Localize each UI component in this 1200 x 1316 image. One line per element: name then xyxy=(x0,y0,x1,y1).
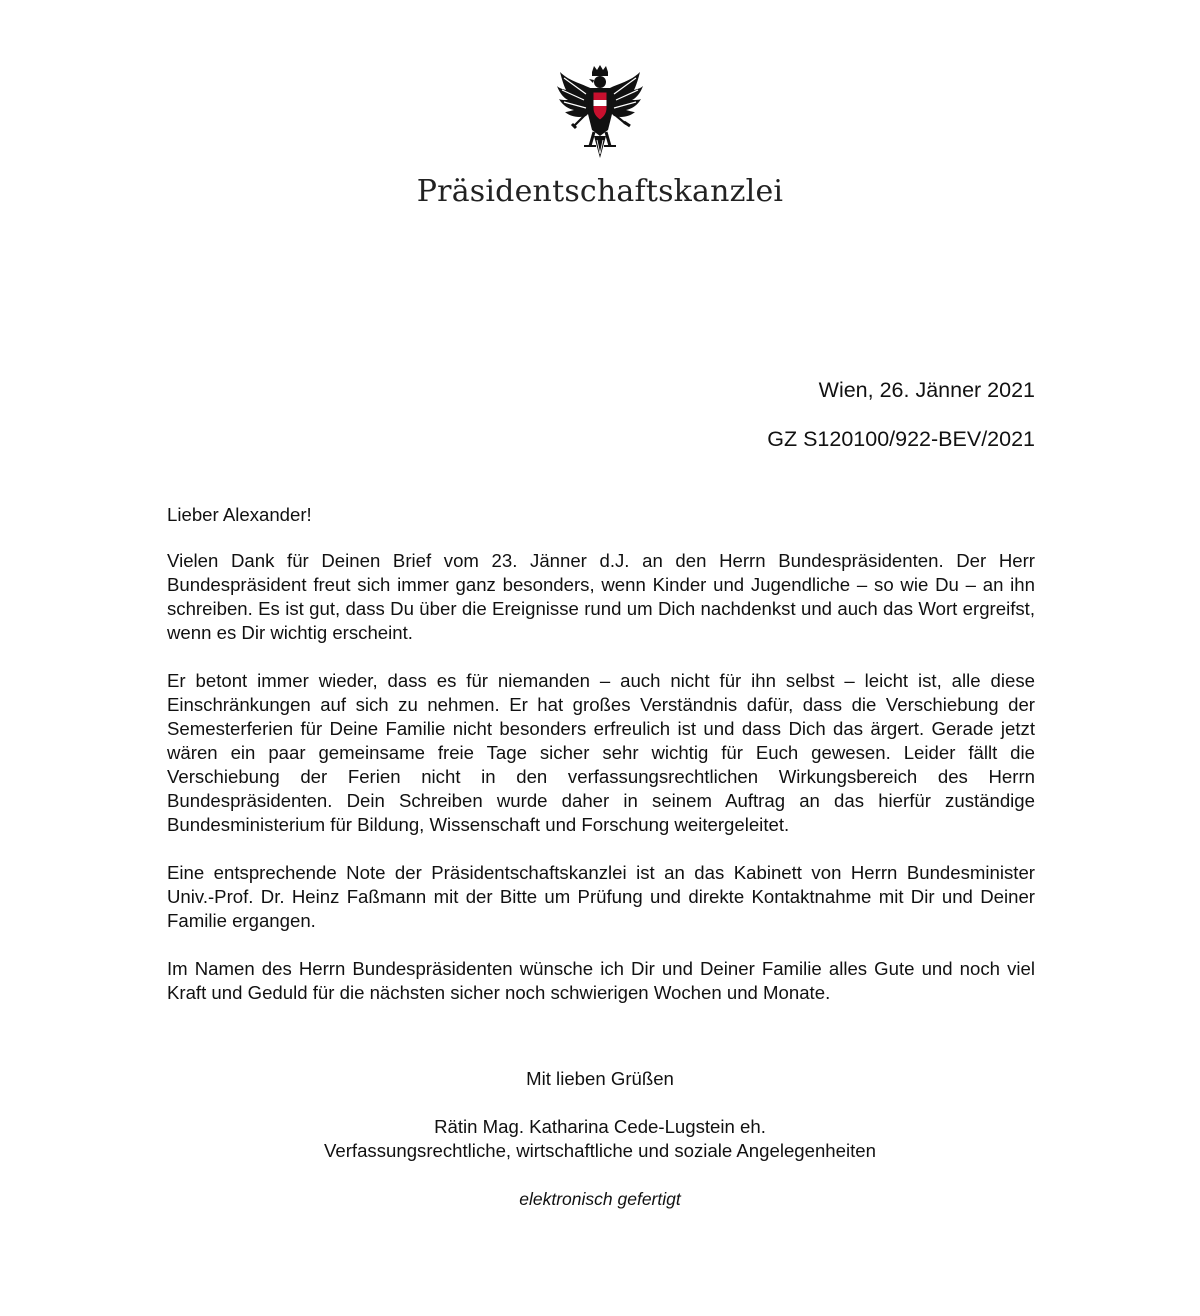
signer-department: Verfassungsrechtliche, wirtschaftliche und soziale Angelegenheiten xyxy=(324,1140,876,1161)
salutation: Lieber Alexander! xyxy=(167,504,312,525)
paragraph-1: Vielen Dank für Deinen Brief vom 23. Jänner d.J. an den Herrn Bundespräsidenten. Der Herr Bundespräsident freut sich immer ganz besonders, wenn Kinder und Jugendliche – so wie Du – an ihn schreiben. Es ist gut, dass Du über die Ereignisse rund um Dich nachdenkst und auch das Wort ergreifst, wenn es Dir wichtig erscheint. xyxy=(167,550,1035,643)
paragraph-3: Eine entsprechende Note der Präsidentschaftskanzlei ist an das Kabinett von Herrn Bundesminister Univ.-Prof. Dr. Heinz Faßmann mit der Bitte um Prüfung und direkte Kontaktnahme mit Dir und Deiner Familie ergangen. xyxy=(167,862,1035,931)
paragraph-4: Im Namen des Herrn Bundespräsidenten wünsche ich Dir und Deiner Familie alles Gute und noch viel Kraft und Geduld für die nächsten sicher noch schwierigen Wochen und Monate. xyxy=(167,958,1035,1003)
signature-note: elektronisch gefertigt xyxy=(519,1189,681,1209)
letter-body xyxy=(167,503,1035,1029)
closing-greeting: Mit lieben Grüßen xyxy=(526,1068,674,1089)
reference-number: GZ S120100/922-BEV/2021 xyxy=(767,427,1035,451)
signer-name: Rätin Mag. Katharina Cede-Lugstein eh. xyxy=(434,1116,766,1137)
paragraph-2: Er betont immer wieder, dass es für niemanden – auch nicht für ihn selbst – leicht ist, alle diese Einschränkungen auf sich zu nehmen. Er hat großes Verständnis dafür, dass die Verschiebung der Semesterferien für Deine Familie nicht besonders erfreulich ist und dass Dich das ärgert. Gerade jetzt wären ein paar gemeinsame freie Tage sicher sehr wichtig für Euch gewesen. Leider fällt die Verschiebung der Ferien nicht in den verfassungsrechtlichen Wirkungsbereich des Herrn Bundespräsidenten. Dein Schreiben wurde daher in seinem Auftrag an das hierfür zuständige Bundesministerium für Bildung, Wissenschaft und Forschung weitergeleitet. xyxy=(167,670,1035,835)
austrian-eagle-icon xyxy=(556,64,644,160)
institution-title: Präsidentschaftskanzlei xyxy=(416,174,784,209)
date-line: Wien, 26. Jänner 2021 xyxy=(818,378,1035,402)
